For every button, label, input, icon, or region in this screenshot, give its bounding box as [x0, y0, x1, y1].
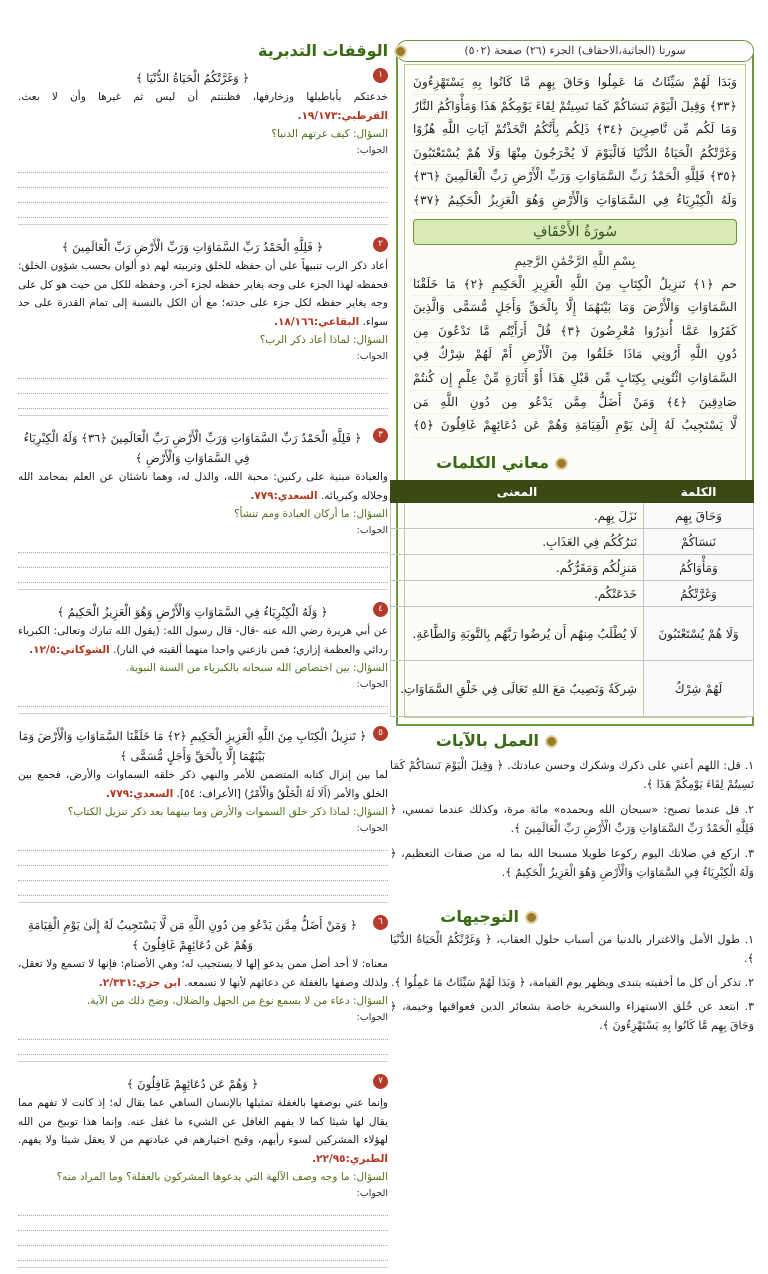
question-prefix: السؤال:: [353, 508, 388, 520]
answer-line[interactable]: [18, 866, 388, 881]
question-text: دعاء من لا يسمع نوع من الجهل والضلال، وضح ذلك من الآية.: [86, 995, 350, 1007]
quran-line: السَّمَاوَاتِ وَالْأَرْضَ وَمَا بَيْنَهُمَا إِلَّا بِالْحَقِّ وَأَجَلٍ مُّسَمًّى وَالَّذِينَ: [413, 296, 737, 320]
table-header-row: [391, 481, 754, 503]
reflection-number-badge: ٦: [373, 915, 388, 930]
answer-line[interactable]: [18, 173, 388, 188]
guidance-title-text: التوجيهات: [440, 907, 519, 926]
quran-line: صَادِقِينَ ﴿٤﴾ وَمَنْ أَضَلُّ مِمَّن يَدْعُو مِن دُونِ اللَّهِ مَن: [413, 391, 737, 415]
question-text: كيف غرتهم الدنيا؟: [271, 128, 350, 140]
answer-line[interactable]: [18, 553, 388, 568]
reflection-verse-row: [18, 915, 388, 955]
quran-lines-before: [413, 71, 737, 213]
table-row: [391, 607, 754, 661]
reflection-number-badge: ٢: [373, 237, 388, 252]
divider: [18, 224, 388, 225]
answer-line[interactable]: [18, 158, 388, 173]
quran-line: ﴿٣٥﴾ فَلِلَّهِ الْحَمْدُ رَبِّ السَّمَاوَاتِ وَرَبِّ الْأَرْضِ رَبِّ الْعَالَمِينَ ﴿٣٦﴾: [413, 165, 737, 189]
meaning-cell: لَا يُطْلَبُ مِنهُم أَن يُرضُوا رَبَّهُم بِالتَّوبَةِ وَالطَّاعَةِ.: [391, 607, 644, 661]
quran-lines-after: [413, 273, 737, 438]
word-cell: وَحَاقَ بِهِم: [644, 503, 754, 529]
answer-label: الجواب:: [356, 1012, 388, 1023]
question-text: لماذا أعاد ذكر الرب؟: [259, 334, 350, 346]
table-row: [391, 503, 754, 529]
reflection-text: لما بين إنزال كتابه المتضمن للأمر والنهي ذكر خلقه السماوات والأرض، فجمع بين الخلق والأمر (أَلَا لَهُ الْخَلْقُ وَالْأَمْرُ) [الأعراف: ٥٤].: [18, 769, 388, 800]
guidance-list: [390, 930, 754, 1040]
reflection-body: [18, 88, 388, 125]
answer-line[interactable]: [18, 568, 388, 583]
reflections-title-text: الوقفات التدبرية: [258, 41, 389, 60]
action-item: ١. قل: اللهم أعني على ذكرك وشكرك وحسن عبادتك. ﴿ وَقِيلَ الْيَوْمَ نَنسَاكُمْ كَمَا نَسِيتُمْ لِقَاءَ يَوْمِكُمْ هَذَا ﴾.: [390, 759, 754, 791]
reflection-verse: ﴿ وَغَرَّتْكُمُ الْحَيَاةُ الدُّنْيَا ﴾: [135, 71, 250, 85]
reflection-question: [18, 803, 388, 821]
divider: [18, 1267, 388, 1268]
bismillah: بِسْمِ اللَّهِ الرَّحْمَٰنِ الرَّحِيمِ: [514, 253, 636, 268]
reflection-verse: ﴿ وَلَهُ الْكِبْرِيَاءُ فِي السَّمَاوَاتِ وَالْأَرْضِ وَهُوَ الْعَزِيزُ الْحَكِيمُ ﴾: [57, 605, 328, 619]
reflection-body: [18, 766, 388, 803]
quran-line: السَّمَاوَاتِ ائْتُونِي بِكِتَابٍ مِّن قَبْلِ هَذَا أَوْ أَثَارَةٍ مِّنْ عِلْمٍ إِن كُنتُمْ: [413, 367, 737, 391]
question-prefix: السؤال:: [353, 662, 388, 674]
action-list: [390, 756, 754, 888]
answer-line[interactable]: [18, 836, 388, 851]
guidance-item: ٣. ابتعد عن خُلق الاستهزاء والسخرية خاصة بشعائر الدين فعواقبها وخيمة، ﴿ وَحَاقَ بِهِم مَّا كَانُوا بِهِ يَسْتَهْزِءُونَ ﴾.: [390, 1000, 754, 1032]
answer-line[interactable]: [18, 1040, 388, 1055]
question-text: لماذا ذكر خلق السموات والأرض وما بينهما بعد ذكر تنزيل الكتاب؟: [67, 806, 350, 818]
answer-line[interactable]: [18, 1201, 388, 1216]
reflection-question: [18, 331, 388, 349]
answer-line[interactable]: [18, 1231, 388, 1246]
reflection-verse-row: [18, 726, 388, 766]
reflection-verse: ﴿ فَلِلَّهِ الْحَمْدُ رَبِّ السَّمَاوَاتِ وَرَبِّ الْأَرْضِ رَبِّ الْعَالَمِينَ ﴾: [61, 240, 324, 254]
reflection-text: والعبادة مبنية على ركنين: محبة الله، والذل له، وهما ناشئان عن العلم بمحامد الله وجلاله وكبريائه.: [18, 471, 388, 502]
reflection-body: [18, 1094, 388, 1168]
quran-line: وَبَدَا لَهُمْ سَيِّئَاتُ مَا عَمِلُوا وَحَاقَ بِهِم مَّا كَانُوا بِهِ يَسْتَهْزِءُونَ: [413, 71, 737, 95]
question-prefix: السؤال:: [353, 806, 388, 818]
quran-line: كَفَرُوا عَمَّا أُنذِرُوا مُعْرِضُونَ ﴿٣﴾ قُلْ أَرَأَيْتُم مَّا تَدْعُونَ مِن: [413, 320, 737, 344]
reflection-text: وإنما عني بوصفها بالغفلة تمثيلها بالإنسان الساهي عما يقال له؛ إذ كانت لا تفهم مما يقال لها شيئا كما لا يفهم الغافل عن الشيء ما غفل عنه. وإنما هذا توبيخ من الله لهؤلاء المشركين لسوء رأيهم، وقبح اختيارهم في عبادتهم من لا يعقل شيئا ولا يفهم.: [18, 1097, 388, 1146]
answer-label: الجواب:: [356, 525, 388, 536]
reflection-question: [18, 992, 388, 1010]
answer-line[interactable]: [18, 851, 388, 866]
quran-line: وَمَا لَكُم مِّن نَّاصِرِينَ ﴿٣٤﴾ ذَلِكُم بِأَنَّكُمُ اتَّخَذْتُمْ آيَاتِ اللَّهِ هُزُوًا: [413, 118, 737, 142]
divider: [18, 589, 388, 590]
answer-line[interactable]: [18, 538, 388, 553]
reflection-reference: الشوكاني:١٢/٥.: [29, 643, 110, 656]
divider: [18, 902, 388, 903]
reflection-verse-row: [18, 428, 388, 468]
reflection-body: [18, 468, 388, 505]
quran-line: وَلَهُ الْكِبْرِيَاءُ فِي السَّمَاوَاتِ وَالْأَرْضِ وَهُوَ الْعَزِيزُ الْحَكِيمُ ﴿٣٧﴾: [413, 189, 737, 213]
reflections-title: [258, 40, 407, 62]
reflection-question: [18, 1168, 388, 1186]
table-row: [391, 661, 754, 717]
reflection-body: [18, 257, 388, 331]
reflection-number-badge: ٥: [373, 726, 388, 741]
meanings-title: [436, 452, 568, 474]
table-row: [391, 529, 754, 555]
divider: [18, 415, 388, 416]
reflection-verse: ﴿ تَنزِيلُ الْكِتَابِ مِنَ اللَّهِ الْعَزِيزِ الْحَكِيمِ ﴿٢﴾ مَا خَلَقْنَا السَّمَاوَاتِ وَالْأَرْضَ وَمَا بَيْنَهُمَا إِلَّا بِالْحَقِّ وَأَجَلٍ مُّسَمًّى ﴾: [18, 729, 367, 763]
reflection-block: [18, 68, 388, 231]
question-prefix: السؤال:: [353, 334, 388, 346]
reflection-reference: السعدي:٧٧٩.: [250, 489, 318, 502]
meaning-cell: خَدَعَتْكُم.: [391, 581, 644, 607]
section-emblem-icon: [545, 735, 558, 748]
word-cell: وَمَأْوَاكُمُ: [644, 555, 754, 581]
word-cell: نَنسَاكُمْ: [644, 529, 754, 555]
reflection-block: [18, 237, 388, 422]
reflection-reference: السعدي:٧٧٩.: [105, 787, 174, 800]
reflection-verse-row: [18, 68, 388, 88]
table-row: [391, 581, 754, 607]
reflection-body: [18, 622, 388, 659]
answer-line[interactable]: [18, 1246, 388, 1261]
action-title-text: العمل بالآيات: [435, 731, 539, 750]
answer-line[interactable]: [18, 1216, 388, 1231]
meanings-title-text: معاني الكلمات: [436, 453, 549, 472]
divider: [18, 713, 388, 714]
reflection-block: [18, 602, 388, 720]
answer-line[interactable]: [18, 364, 388, 379]
guidance-item: ١. طول الأمل والاغترار بالدنيا من أسباب حلول العقاب، ﴿ وَغَرَّتْكُمُ الْحَيَاةُ الدُّنْيَا ﴾.: [390, 933, 754, 965]
quran-line: حم ﴿١﴾ تَنزِيلُ الْكِتَابِ مِنَ اللَّهِ الْعَزِيزِ الْحَكِيمِ ﴿٢﴾ مَا خَلَقْنَا: [413, 273, 737, 297]
reflection-question: [18, 505, 388, 523]
meaning-cell: شِركَةٌ وَنَصِيبٌ مَعَ اللهِ تَعَالَى فِي خَلْقِ السَّمَاوَاتِ.: [391, 661, 644, 717]
action-title: [436, 730, 558, 752]
reflection-reference: ابن جزي:٢/٣٣١.: [98, 976, 181, 989]
col-meaning-header: المعنى: [391, 481, 644, 503]
guidance-title: [440, 906, 538, 928]
answer-label: الجواب:: [356, 145, 388, 156]
answer-line[interactable]: [18, 692, 388, 707]
reflections-list: [18, 66, 388, 1199]
question-prefix: السؤال:: [353, 128, 388, 140]
meaning-cell: نَترُكُكُم فِي العَذَابِ.: [391, 529, 644, 555]
question-text: ما أركان العبادة ومم تنشأ؟: [233, 508, 350, 520]
reflection-reference: القرطبي:١٩/١٧٣.: [297, 109, 388, 122]
reflection-block: [18, 1074, 388, 1274]
reflection-verse: ﴿ وَمَنْ أَضَلُّ مِمَّن يَدْعُو مِن دُونِ اللَّهِ مَن لَّا يَسْتَجِيبُ لَهُ إِلَىٰ يَوْمِ الْقِيَامَةِ وَهُمْ عَن دُعَائِهِمْ غَافِلُونَ ﴾: [28, 918, 357, 952]
answer-label: الجواب:: [356, 1188, 388, 1199]
reflection-number-badge: ٤: [373, 602, 388, 617]
question-text: بين اختصاص الله سبحانه بالكبرياء من السنة النبوية.: [126, 662, 350, 674]
quran-line: وَغَرَّتْكُمُ الْحَيَاةُ الدُّنْيَا فَالْيَوْمَ لَا يُخْرَجُونَ مِنْهَا وَلَا هُمْ يُسْتَعْتَبُونَ: [413, 142, 737, 166]
table-row: [391, 555, 754, 581]
reflection-text: أعاد ذكر الرب تنبيهاً على أن حفظه للخلق وتربيته لهم ذو ألوان بحسب شؤون الخلق: فحفظه لهذا الجزء على وجه يغاير حفظه لجزء آخر، وحفظه للكل من حيث هو كل على وجه يغاير حفظه لكل جزء على حدته؛ مع أن الكل بالنسبة إلى تمام القدرة على حد سواء.: [18, 260, 388, 328]
surah-banner: سُورَةُ الأَحْقَافِ: [413, 219, 737, 245]
question-text: ما وجه وصف الآلهة التي يدعوها المشركون بالغفلة؟ وما المراد منه؟: [56, 1171, 350, 1183]
section-emblem-icon: [555, 457, 568, 470]
page-header: سورتا (الجاثية،الاحقاف) الجزء (٢٦) صفحة (٥٠٢): [396, 40, 754, 62]
reflection-reference: الطبري:٢٢/٩٥.: [312, 1152, 388, 1165]
reflection-number-badge: ٣: [373, 428, 388, 443]
divider: [18, 1061, 388, 1062]
reflection-question: [18, 659, 388, 677]
reflection-verse-row: [18, 602, 388, 622]
col-word-header: الكلمة: [644, 481, 754, 503]
reflection-block: [18, 915, 388, 1068]
section-emblem-icon: [394, 45, 407, 58]
reflection-block: [18, 428, 388, 596]
question-prefix: السؤال:: [353, 1171, 388, 1183]
word-cell: وَغَرَّتْكُمُ: [644, 581, 754, 607]
reflection-verse-row: [18, 237, 388, 257]
reflection-verse-row: [18, 1074, 388, 1094]
reflection-reference: البقاعي:١٨/١٦٦.: [274, 315, 360, 328]
answer-line[interactable]: [18, 1025, 388, 1040]
reflection-block: [18, 726, 388, 909]
reflection-question: [18, 125, 388, 143]
answer-label: الجواب:: [356, 823, 388, 834]
action-item: ٣. اركع في صلاتك اليوم ركوعا طويلا مسبحا الله بما له من صفات التعظيم، ﴿ وَلَهُ الْكِبْرِيَاءُ فِي السَّمَاوَاتِ وَالْأَرْضِ وَهُوَ الْعَزِيزُ الْحَكِيمُ ﴾.: [390, 847, 754, 879]
answer-line[interactable]: [18, 881, 388, 896]
meanings-table: [390, 480, 754, 717]
word-cell: وَلَا هُمْ يُسْتَعْتَبُونَ: [644, 607, 754, 661]
reflection-text: خدعتكم بأباطيلها وزخارفها، فظننتم أن ليس ثم غيرها وأن لا بعث.: [18, 91, 388, 103]
reflection-verse: ﴿ فَلِلَّهِ الْحَمْدُ رَبِّ السَّمَاوَاتِ وَرَبِّ الْأَرْضِ رَبِّ الْعَالَمِينَ ﴿٣٦﴾ وَلَهُ الْكِبْرِيَاءُ فِي السَّمَاوَاتِ وَالْأَرْضِ ﴾: [23, 431, 362, 465]
reflection-number-badge: ١: [373, 68, 388, 83]
answer-label: الجواب:: [356, 351, 388, 362]
question-prefix: السؤال:: [353, 995, 388, 1007]
answer-line[interactable]: [18, 188, 388, 203]
answer-label: الجواب:: [356, 679, 388, 690]
meaning-cell: نَزَلَ بِهِم.: [391, 503, 644, 529]
quran-line: دُونِ اللَّهِ أَرُونِي مَاذَا خَلَقُوا مِنَ الْأَرْضِ أَمْ لَهُمْ شِرْكٌ فِي: [413, 343, 737, 367]
action-item: ٢. قل عندما تصبح: «سبحان الله وبحمده» مائة مرة، وكذلك عندما تمسي، ﴿ فَلِلَّهِ الْحَمْدُ رَبِّ السَّمَاوَاتِ وَرَبِّ الْأَرْضِ رَبِّ الْعَالَمِينَ ﴾.: [390, 803, 754, 835]
quran-line: ﴿٣٣﴾ وَقِيلَ الْيَوْمَ نَنسَاكُمْ كَمَا نَسِيتُمْ لِقَاءَ يَوْمِكُمْ هَذَا وَمَأْوَاكُمُ النَّارُ: [413, 95, 737, 119]
guidance-item: ٢. تذكر أن كل ما أخفيته يتبدى ويظهر يوم القيامة، ﴿ وَبَدَا لَهُمْ سَيِّئَاتُ مَا عَمِلُوا ﴾.: [390, 976, 754, 989]
reflection-number-badge: ٧: [373, 1074, 388, 1089]
meaning-cell: مَنزِلُكُم وَمَقَرُّكُم.: [391, 555, 644, 581]
reflection-text: معناه: لا أحد أضل ممن يدعو إلها لا يستجيب له؛ وهي الأصنام: فإنها لا تسمع ولا تعقل، ولذلك وصفها بالغفلة عن دعائهم لأنها لا تسمعه.: [18, 958, 388, 989]
reflection-text: عن أبي هريرة رضي الله عنه -قال- قال رسول الله: (يقول الله تبارك وتعالى: الكبرياء ردائي والعظمة إزاري؛ فمن نازعني واحدا منهما ألقيته في النار).: [18, 625, 388, 656]
answer-line[interactable]: [18, 394, 388, 409]
answer-line[interactable]: [18, 379, 388, 394]
reflection-body: [18, 955, 388, 992]
reflection-verse: ﴿ وَهُمْ عَن دُعَائِهِمْ غَافِلُونَ ﴾: [126, 1077, 259, 1091]
word-cell: لَهُمْ شِرْكٌ: [644, 661, 754, 717]
quran-line: لَّا يَسْتَجِيبُ لَهُ إِلَىٰ يَوْمِ الْقِيَامَةِ وَهُمْ عَن دُعَائِهِمْ غَافِلُونَ ﴿٥﴾: [413, 414, 737, 438]
section-emblem-icon: [525, 911, 538, 924]
answer-line[interactable]: [18, 203, 388, 218]
